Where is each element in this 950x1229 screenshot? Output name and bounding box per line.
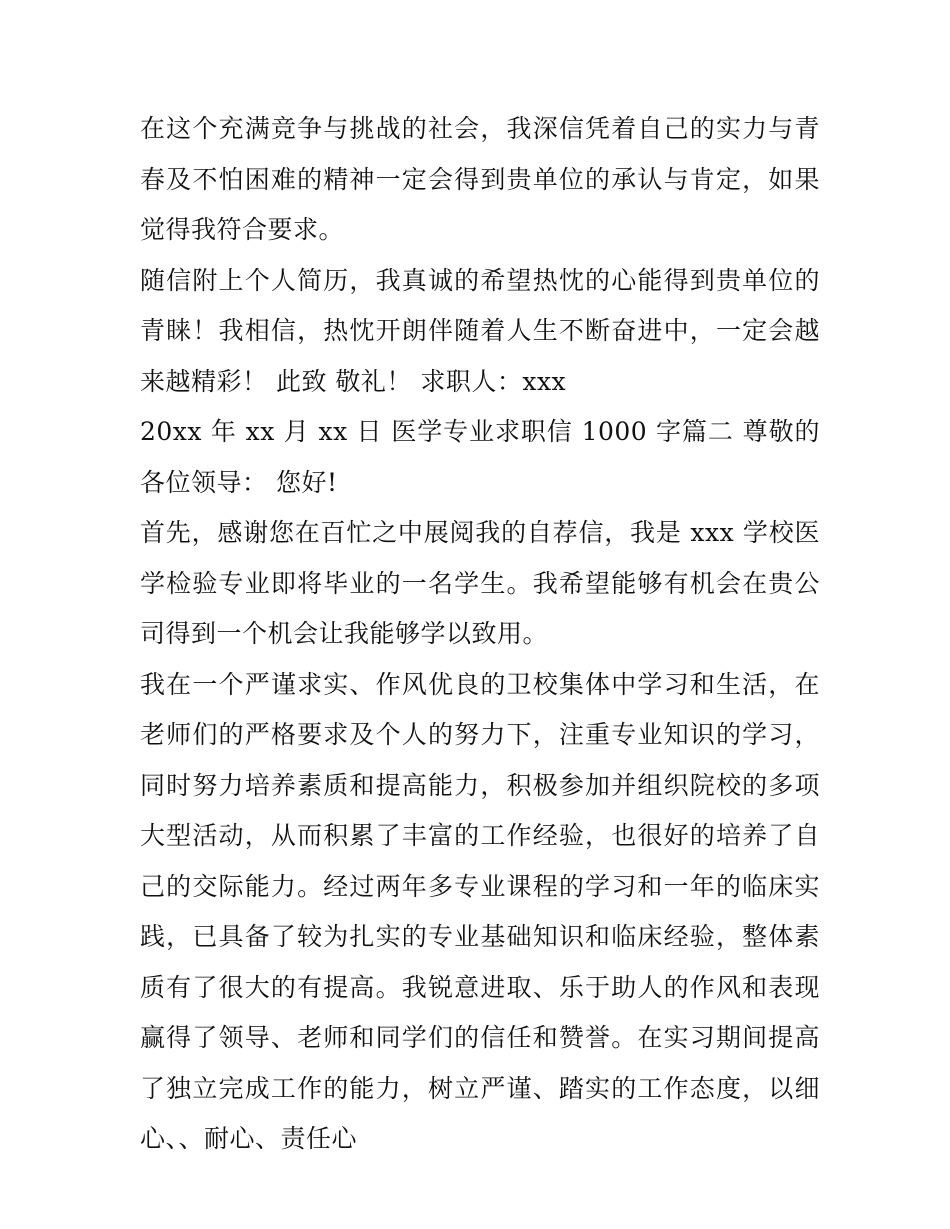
letter-body <box>140 104 820 1165</box>
paragraph-attachment: 随信附上个人简历，我真诚的希望热忱的心能得到贵单位的青睐！我相信，热忱开朗伴随着人生不断奋进中，一定会越来越精彩！ 此致 敬礼！ 求职人：xxx <box>140 265 820 396</box>
paragraph-experience: 我在一个严谨求实、作风优良的卫校集体中学习和生活，在老师们的严格要求及个人的努力下，注重专业知识的学习，同时努力培养素质和提高能力，积极参加并组织院校的多项大型活动，从而积累了丰富的工作经验，也很好的培养了自己的交际能力。经过两年多专业课程的学习和一年的临床实践，已具备了较为扎实的专业基础知识和临床经验，整体素质有了很大的有提高。我锐意进取、乐于助人的作风和表现赢得了领导、老师和同学们的信任和赞誉。在实习期间提高了独立完成工作的能力，树立严谨、踏实的工作态度，以细心、、耐心、责任心 <box>140 669 820 1153</box>
paragraph-closing: 在这个充满竞争与挑战的社会，我深信凭着自己的实力与青春及不怕困难的精神一定会得到贵单位的承认与肯定，如果觉得我符合要求。 <box>140 114 820 244</box>
paragraph-intro: 首先，感谢您在百忙之中展阅我的自荐信，我是 xxx 学校医学检验专业即将毕业的一名学生。我希望能够有机会在贵公司得到一个机会让我能够学以致用。 <box>140 518 820 648</box>
paragraph-date-greeting: 20xx 年 xx 月 xx 日 医学专业求职信 1000 字篇二 尊敬的各位领导： 您好! <box>140 417 820 497</box>
